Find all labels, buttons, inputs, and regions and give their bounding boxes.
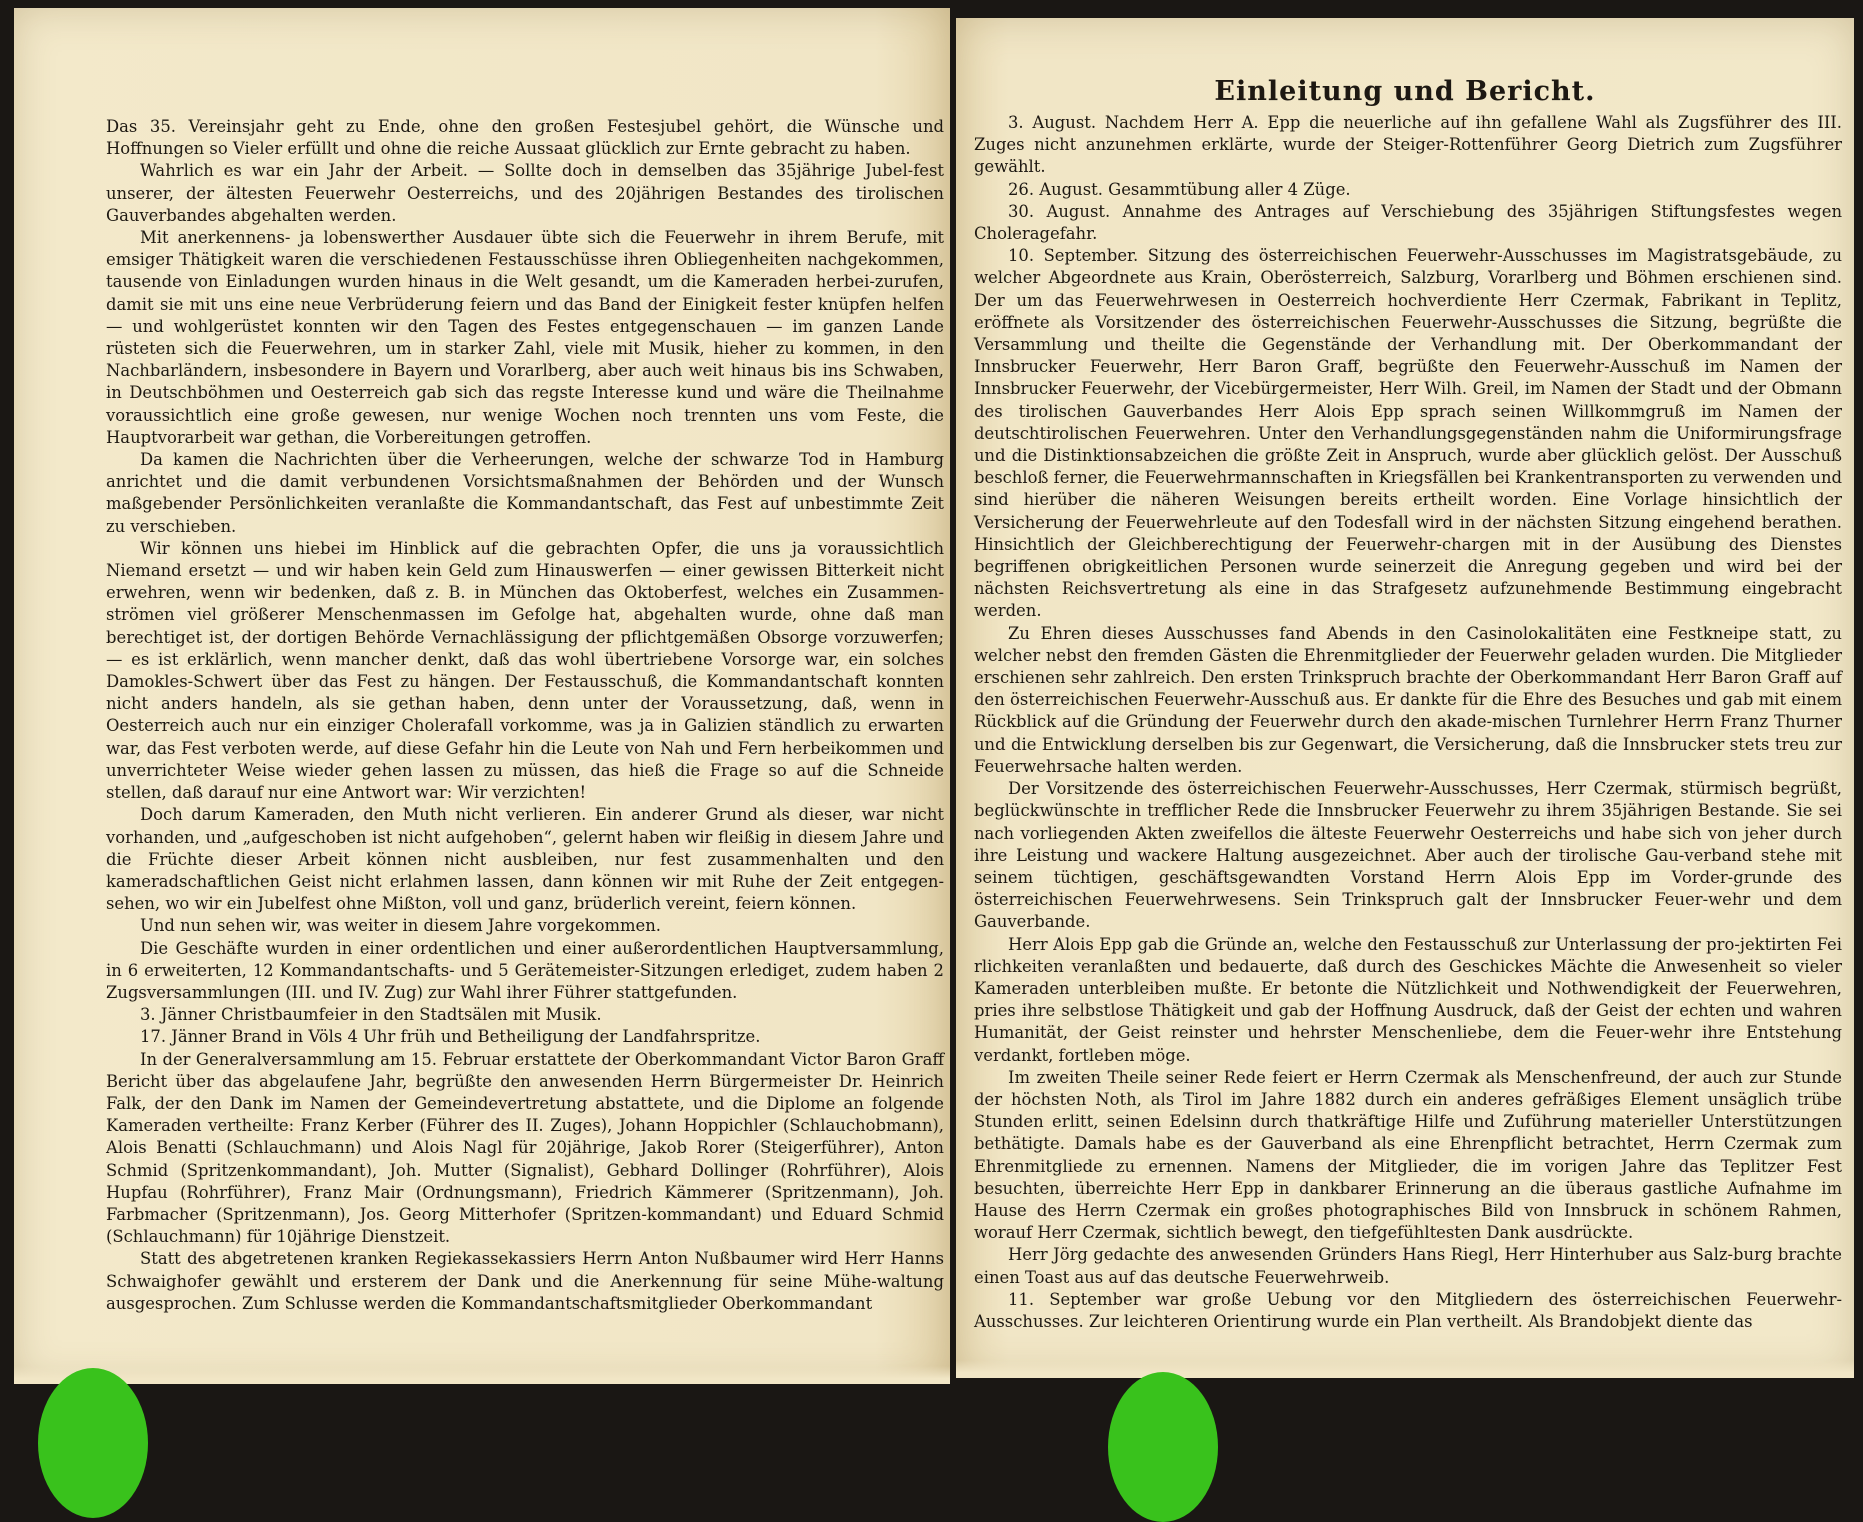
- page-edge: [956, 1360, 1854, 1378]
- paragraph: 30. August. Annahme des Antrages auf Verschiebung des 35jährigen Stiftungsfestes wegen Choleragefahr.: [974, 201, 1842, 244]
- paragraph: Wahrlich es war ein Jahr der Arbeit. — Sollte doch in demselben das 35jährige Jubel-fest unserer, der ältesten Feuerwehr Oesterreichs, und des 20jährigen Bestandes des tirolischen Gauverbandes abgehalten werden.: [106, 161, 944, 225]
- paragraph: 10. September. Sitzung des österreichischen Feuerwehr-Ausschusses im Magistratsgebäude, zu welcher Abgeordnete aus Krain, Oberösterreich, Salzburg, Vorarlberg und Böhmen erschienen sind. Der um das Feuerwehrwesen in Oesterreich hochverdiente Herr Czermak, Fabrikant in Teplitz, eröffnete als Vorsitzender des österreichischen Feuerwehr-Ausschusses die Sitzung, begrüßte die Versammlung und theilte die Gegenstände der Verhandlung mit. Der Oberkommandant der Innsbrucker Feuerwehr, Herr Baron Graff, begrüßte den Feuerwehr-Ausschuß im Namen der Innsbrucker Feuerwehr, der Vicebürgermeister, Herr Wilh. Greil, im Namen der Stadt und der Obmann des tirolischen Gauverbandes Herr Alois Epp sprach seinen Willkommgruß im Namen der deutschtirolischen Feuerwehren. Unter den Verhandlungsgegenständen nahm die Uniformirungsfrage und die Distinktionsabzeichen die größte Zeit in Anspruch, wurde aber glücklich gelöst. Der Ausschuß beschloß ferner, die Feuerwehrmannschaften in Kriegsfällen bei Krankentransporten zu verwenden und sind hierüber die näheren Weisungen bereits ertheilt worden. Eine Vorlage hinsichtlich der Versicherung der Feuerwehrleute auf den Todesfall wird in der nächsten Sitzung eingehend berathen. Hinsichtlich der Gleichberechtigung der Feuerwehr-chargen mit in der Ausübung des Dienstes begriffenen obrigkeitlichen Personen wurde seinerzeit die Anregung gegeben und wird bei der nächsten Reichsvertretung als eine in das Strafgesetz aufzunehmende Bestimmung eingebracht werden.: [974, 246, 1842, 621]
- paragraph: Wir können uns hiebei im Hinblick auf die gebrachten Opfer, die uns ja voraussichtlich Niemand ersetzt — und wir haben kein Geld zum Hinauswerfen — einer gewissen Bitterkeit nicht erwehren, wenn wir bedenken, daß z. B. in München das Oktoberfest, welches ein Zusammen-strömen viel größerer Menschenmassen im Gefolge hat, abgehalten wurde, ohne daß man berechtiget ist, der dortigen Behörde Vernachlässigung der pflichtgemäßen Obsorge vorzuwerfen; — es ist erklärlich, wenn mancher denkt, daß das wohl übertriebene Vorsorge war, ein solches Damokles-Schwert über das Fest zu hängen. Der Festausschuß, die Kommandantschaft konnten nicht anders handeln, als sie gethan haben, denn unter der Voraussetzung, daß, wenn in Oesterreich auch nur ein einziger Cholerafall vorkomme, was ja in Galizien ständlich zu erwarten war, das Fest verboten werde, auf diese Gefahr hin die Leute von Nah und Fern herbeikommen und unverrichteter Weise wieder gehen lassen zu müssen, das hieß die Frage so auf die Schneide stellen, daß darauf nur eine Antwort war: Wir verzichten!: [106, 538, 944, 803]
- paragraph: 26. August. Gesammtübung aller 4 Züge.: [1008, 179, 1351, 199]
- left-column: [106, 116, 944, 1315]
- paragraph: Da kamen die Nachrichten über die Verheerungen, welche der schwarze Tod in Hamburg anrichtet und die damit verbundenen Vorsichtsmaßnahmen der Behörden und der Wunsch maßgebender Persönlichkeiten veranlaßte die Kommandantschaft, das Fest auf unbestimmte Zeit zu verschieben.: [106, 450, 944, 536]
- scan-background-marker: [38, 1368, 148, 1518]
- paragraph: Der Vorsitzende des österreichischen Feuerwehr-Ausschusses, Herr Czermak, stürmisch begrüßt, beglückwünschte in trefflicher Rede die Innsbrucker Feuerwehr zu ihrem 35jährigen Bestande. Sie sei nach vorliegenden Akten zweifellos die älteste Feuerwehr Oesterreichs und habe sich von jeher durch ihre Leistung und wackere Haltung ausgezeichnet. Aber auch der tirolische Gau-verband stehe mit seinem tüchtigen, geschäftsgewandten Vorstand Herrn Alois Epp im Vorder-grunde des österreichischen Feuerwehrwesens. Sein Trinkspruch galt der Innsbrucker Feuer-wehr und dem Gauverbande.: [974, 779, 1842, 932]
- paragraph: Und nun sehen wir, was weiter in diesem Jahre vorgekommen.: [140, 916, 661, 936]
- paragraph: Doch darum Kameraden, den Muth nicht verlieren. Ein anderer Grund als dieser, war nicht vorhanden, und „aufgeschoben ist nicht aufgehoben“, gelernt haben wir fleißig in diesem Jahre und die Früchte dieser Arbeit können nicht ausbleiben, nur fest zusammenhalten und den kameradschaftlichen Geist nicht erlahmen lassen, dann können wir mit Ruhe der Zeit entgegen-sehen, wo wir ein Jubelfest ohne Mißton, voll und ganz, brüderlich vereint, feiern können.: [106, 805, 944, 914]
- paragraph: Statt des abgetretenen kranken Regiekassekassiers Herrn Anton Nußbaumer wird Herr Hanns Schwaighofer gewählt und ersterem der Dank und die Anerkennung für seine Mühe-waltung ausgesprochen. Zum Schlusse werden die Kommandantschaftsmitglieder Oberkommandant: [106, 1249, 944, 1313]
- paragraph: Mit anerkennens- ja lobenswerther Ausdauer übte sich die Feuerwehr in ihrem Berufe, mit emsiger Thätigkeit waren die verschiedenen Festausschüsse ihren Obliegenheiten nachgekommen, tausende von Einladungen wurden hinaus in die Welt gesandt, um die Kameraden herbei-zurufen, damit sie mit uns eine neue Verbrüderung feiern und das Band der Einigkeit fester knüpfen helfen — und wohlgerüstet konnten wir den Tagen des Festes entgegenschauen — im ganzen Lande rüsteten sich die Feuerwehren, um in starker Zahl, viele mit Musik, hieher zu kommen, in den Nachbarländern, insbesondere in Bayern und Vorarlberg, aber auch weit hinaus bis ins Schwaben, in Deutschböhmen und Oesterreich gab sich das regste Interesse kund und wäre die Theilnahme voraussichtlich eine große gewesen, nur wenige Wochen noch trennten uns vom Feste, die Hauptvorarbeit war gethan, die Vorbereitungen getroffen.: [106, 228, 944, 447]
- page-edge: [14, 1366, 950, 1384]
- paragraph: 17. Jänner Brand in Völs 4 Uhr früh und Betheiligung der Landfahrspritze.: [140, 1027, 761, 1047]
- paragraph: Im zweiten Theile seiner Rede feiert er Herrn Czermak als Menschenfreund, der auch zur Stunde der höchsten Noth, als Tirol im Jahre 1882 durch ein anderes gefräßiges Element unsäglich trübe Stunden erlitt, seinen Edelsinn durch thatkräftige Hilfe und Zuführung materieller Unterstützungen bethätigte. Damals habe es der Gauverband als eine Ehrenpflicht betrachtet, Herrn Czermak zum Ehrenmitgliede zu ernennen. Namens der Mitglieder, die im vorigen Jahre das Teplitzer Fest besuchten, überreichte Herr Epp in dankbarer Erinnerung an die überaus gastliche Aufnahme im Hause des Herrn Czermak ein großes photographisches Bild von Innsbruck in schönem Rahmen, worauf Herr Czermak, sichtlich bewegt, den tiefgefühltesten Dank ausdrückte.: [974, 1067, 1842, 1243]
- page-heading: Einleitung und Bericht.: [1214, 76, 1596, 107]
- scan-background-marker: [1108, 1372, 1218, 1522]
- paragraph: 3. Jänner Christbaumfeier in den Stadtsälen mit Musik.: [140, 1005, 602, 1025]
- left-page: [14, 8, 950, 1384]
- right-column: [974, 112, 1842, 1333]
- paragraph: Herr Jörg gedachte des anwesenden Gründers Hans Riegl, Herr Hinterhuber aus Salz-burg brachte einen Toast aus auf das deutsche Feuerwehrweib.: [974, 1245, 1842, 1287]
- right-page: [956, 18, 1854, 1378]
- paragraph: Die Geschäfte wurden in einer ordentlichen und einer außerordentlichen Hauptversammlung, in 6 erweiterten, 12 Kommandantschafts- und 5 Gerätemeister-Sitzungen erlediget, zudem haben 2 Zugsversammlungen (III. und IV. Zug) zur Wahl ihrer Führer stattgefunden.: [106, 938, 944, 1002]
- paragraph: Herr Alois Epp gab die Gründe an, welche den Festausschuß zur Unterlassung der pro-jektirten Fei rlichkeiten veranlaßten und bedauerte, daß durch des Geschickes Mächte die Anwesenheit so vieler Kameraden unterbleiben mußte. Er betonte die Nützlichkeit und Nothwendigkeit der Feuerwehren, pries ihre selbstlose Thätigkeit und gab der Hoffnung Ausdruck, daß der Geist der echten und wahren Humanität, der Geist reinster und hehrster Menschenliebe, dem die Feuer-wehr ihre Entstehung verdankt, fortleben möge.: [974, 934, 1842, 1065]
- paragraph: Das 35. Vereinsjahr geht zu Ende, ohne den großen Festesjubel gehört, die Wünsche und Hoffnungen so Vieler erfüllt und ohne die reiche Aussaat glücklich zur Ernte gebracht zu haben.: [106, 117, 944, 159]
- paragraph: 11. September war große Uebung vor den Mitgliedern des österreichischen Feuerwehr-Ausschusses. Zur leichteren Orientirung wurde ein Plan vertheilt. Als Brandobjekt diente das: [974, 1289, 1842, 1331]
- paragraph: Zu Ehren dieses Ausschusses fand Abends in den Casinolokalitäten eine Festkneipe statt, zu welcher nebst den fremden Gästen die Ehrenmitglieder der Feuerwehr geladen wurden. Die Mitglieder erschienen sehr zahlreich. Den ersten Trinkspruch brachte der Oberkommandant Herr Baron Graff auf den österreichischen Feuerwehr-Ausschuß aus. Er dankte für die Ehre des Besuches und gab mit einem Rückblick auf die Gründung der Feuerwehr durch den akade-mischen Turnlehrer Herrn Franz Thurner und die Entwicklung derselben bis zur Gegenwart, die Versicherung, daß die Innsbrucker stets treu zur Feuerwehrsache halten werden.: [974, 623, 1842, 776]
- paragraph: 3. August. Nachdem Herr A. Epp die neuerliche auf ihn gefallene Wahl als Zugsführer des III. Zuges nicht anzunehmen erklärte, wurde der Steiger-Rottenführer Georg Dietrich zum Zugsführer gewählt.: [974, 113, 1842, 177]
- paragraph: In der Generalversammlung am 15. Februar erstattete der Oberkommandant Victor Baron Graff Bericht über das abgelaufene Jahr, begrüßte den anwesenden Herrn Bürgermeister Dr. Heinrich Falk, der den Dank im Namen der Gemeindevertretung abstattete, und die Diplome an folgende Kameraden vertheilte: Franz Kerber (Führer des II. Zuges), Johann Hoppichler (Schlauchobmann), Alois Benatti (Schlauchmann) und Alois Nagl für 20jährige, Jakob Rorer (Steigerführer), Anton Schmid (Spritzenkommandant), Joh. Mutter (Signalist), Gebhard Dollinger (Rohrführer), Alois Hupfau (Rohrführer), Franz Mair (Ordnungsmann), Friedrich Kämmerer (Spritzenmann), Joh. Farbmacher (Spritzenmann), Jos. Georg Mitterhofer (Spritzen-kommandant) und Eduard Schmid (Schlauchmann) für 10jährige Dienstzeit.: [106, 1049, 944, 1247]
